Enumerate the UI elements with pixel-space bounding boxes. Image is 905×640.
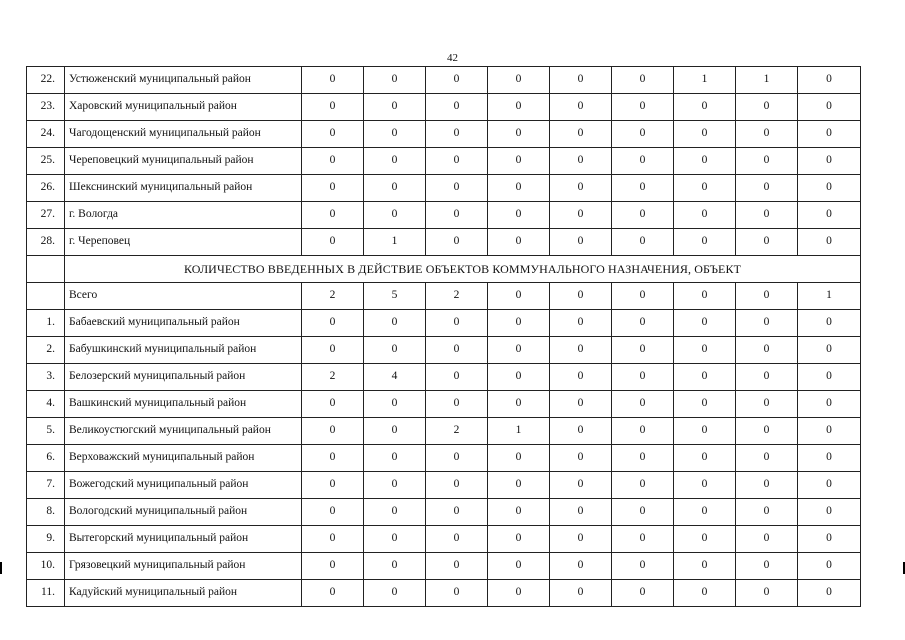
section-title-row — [27, 256, 861, 283]
value-cell: 0 — [364, 472, 426, 499]
value-cell: 0 — [736, 445, 798, 472]
row-number-cell: 4. — [27, 391, 65, 418]
value-cell: 0 — [488, 580, 550, 607]
value-cell: 0 — [488, 364, 550, 391]
value-cell: 0 — [612, 94, 674, 121]
row-number-cell: 22. — [27, 67, 65, 94]
value-cell: 0 — [550, 337, 612, 364]
table-row — [27, 499, 861, 526]
value-cell: 0 — [488, 94, 550, 121]
value-cell: 0 — [798, 526, 861, 553]
value-cell: 0 — [736, 229, 798, 256]
value-cell: 0 — [302, 175, 364, 202]
table-body — [27, 67, 861, 607]
district-name-cell: Чагодощенский муниципальный район — [65, 121, 302, 148]
page-number: 42 — [447, 52, 458, 64]
table-row — [27, 580, 861, 607]
value-cell: 0 — [550, 526, 612, 553]
value-cell: 0 — [798, 364, 861, 391]
value-cell: 0 — [798, 94, 861, 121]
value-cell: 1 — [736, 67, 798, 94]
district-name-cell: Кадуйский муниципальный район — [65, 580, 302, 607]
row-number-cell: 7. — [27, 472, 65, 499]
value-cell: 0 — [364, 553, 426, 580]
value-cell: 0 — [364, 391, 426, 418]
value-cell: 0 — [798, 472, 861, 499]
value-cell: 0 — [550, 229, 612, 256]
value-cell: 1 — [674, 67, 736, 94]
value-cell: 2 — [302, 364, 364, 391]
value-cell: 4 — [364, 364, 426, 391]
value-cell: 0 — [302, 202, 364, 229]
value-cell: 0 — [736, 526, 798, 553]
value-cell: 0 — [364, 310, 426, 337]
value-cell: 0 — [674, 310, 736, 337]
value-cell: 0 — [488, 472, 550, 499]
value-cell: 0 — [488, 175, 550, 202]
value-cell: 0 — [550, 121, 612, 148]
row-number-cell: 3. — [27, 364, 65, 391]
value-cell: 0 — [302, 580, 364, 607]
row-number-cell: 26. — [27, 175, 65, 202]
value-cell: 0 — [364, 337, 426, 364]
value-cell: 0 — [426, 310, 488, 337]
statistics-table — [26, 66, 861, 607]
value-cell: 0 — [736, 337, 798, 364]
value-cell: 0 — [426, 337, 488, 364]
value-cell: 0 — [736, 418, 798, 445]
value-cell: 0 — [612, 391, 674, 418]
row-number-cell: 9. — [27, 526, 65, 553]
district-name-cell: Устюженский муниципальный район — [65, 67, 302, 94]
district-name-cell: Всего — [65, 283, 302, 310]
value-cell: 0 — [674, 553, 736, 580]
table-row — [27, 526, 861, 553]
value-cell: 0 — [302, 391, 364, 418]
table-row — [27, 121, 861, 148]
value-cell: 0 — [736, 310, 798, 337]
row-number-cell: 25. — [27, 148, 65, 175]
section-title: КОЛИЧЕСТВО ВВЕДЕННЫХ В ДЕЙСТВИЕ ОБЪЕКТОВ КОММУНАЛЬНОГО НАЗНАЧЕНИЯ, ОБЪЕКТ — [65, 256, 861, 283]
value-cell: 2 — [426, 283, 488, 310]
value-cell: 0 — [488, 499, 550, 526]
value-cell: 0 — [550, 94, 612, 121]
value-cell: 0 — [302, 418, 364, 445]
value-cell: 0 — [550, 391, 612, 418]
value-cell: 0 — [674, 121, 736, 148]
value-cell: 0 — [798, 445, 861, 472]
row-number-cell: 23. — [27, 94, 65, 121]
value-cell: 0 — [426, 445, 488, 472]
district-name-cell: Верховажский муниципальный район — [65, 445, 302, 472]
district-name-cell: Череповецкий муниципальный район — [65, 148, 302, 175]
table-row — [27, 472, 861, 499]
district-name-cell: Харовский муниципальный район — [65, 94, 302, 121]
value-cell: 0 — [736, 175, 798, 202]
value-cell: 0 — [302, 472, 364, 499]
value-cell: 0 — [364, 202, 426, 229]
value-cell: 0 — [798, 418, 861, 445]
table-row — [27, 391, 861, 418]
value-cell: 0 — [612, 121, 674, 148]
value-cell: 0 — [736, 499, 798, 526]
row-number-cell: 1. — [27, 310, 65, 337]
value-cell: 0 — [364, 121, 426, 148]
value-cell: 0 — [550, 202, 612, 229]
row-number-cell: 28. — [27, 229, 65, 256]
value-cell: 0 — [798, 229, 861, 256]
row-number-cell: 2. — [27, 337, 65, 364]
value-cell: 0 — [674, 364, 736, 391]
value-cell: 0 — [364, 94, 426, 121]
value-cell: 0 — [612, 175, 674, 202]
value-cell: 0 — [674, 418, 736, 445]
value-cell: 0 — [426, 229, 488, 256]
value-cell: 0 — [488, 202, 550, 229]
district-name-cell: Шекснинский муниципальный район — [65, 175, 302, 202]
value-cell: 0 — [550, 175, 612, 202]
value-cell: 0 — [426, 499, 488, 526]
value-cell: 0 — [302, 148, 364, 175]
value-cell: 0 — [674, 526, 736, 553]
value-cell: 0 — [426, 472, 488, 499]
value-cell: 0 — [798, 553, 861, 580]
value-cell: 0 — [488, 337, 550, 364]
value-cell: 0 — [798, 337, 861, 364]
value-cell: 0 — [550, 148, 612, 175]
row-number-cell — [27, 283, 65, 310]
value-cell: 2 — [302, 283, 364, 310]
value-cell: 0 — [302, 499, 364, 526]
value-cell: 0 — [674, 580, 736, 607]
value-cell: 0 — [426, 94, 488, 121]
value-cell: 0 — [364, 526, 426, 553]
district-name-cell: г. Череповец — [65, 229, 302, 256]
value-cell: 0 — [798, 499, 861, 526]
table-row — [27, 553, 861, 580]
row-number-cell: 6. — [27, 445, 65, 472]
value-cell: 0 — [612, 580, 674, 607]
district-name-cell: Вытегорский муниципальный район — [65, 526, 302, 553]
value-cell: 0 — [426, 148, 488, 175]
district-name-cell: Бабушкинский муниципальный район — [65, 337, 302, 364]
value-cell: 1 — [798, 283, 861, 310]
value-cell: 0 — [674, 202, 736, 229]
district-name-cell: Вологодский муниципальный район — [65, 499, 302, 526]
value-cell: 0 — [426, 580, 488, 607]
value-cell: 0 — [302, 553, 364, 580]
value-cell: 0 — [364, 580, 426, 607]
value-cell: 0 — [426, 364, 488, 391]
value-cell: 0 — [798, 121, 861, 148]
value-cell: 0 — [302, 94, 364, 121]
value-cell: 0 — [550, 67, 612, 94]
value-cell: 0 — [674, 175, 736, 202]
value-cell: 0 — [302, 445, 364, 472]
value-cell: 0 — [302, 310, 364, 337]
value-cell: 0 — [426, 391, 488, 418]
table-row — [27, 445, 861, 472]
value-cell: 0 — [798, 148, 861, 175]
value-cell: 0 — [798, 175, 861, 202]
table-row — [27, 148, 861, 175]
value-cell: 0 — [550, 364, 612, 391]
value-cell: 0 — [612, 202, 674, 229]
value-cell: 0 — [488, 526, 550, 553]
value-cell: 0 — [426, 175, 488, 202]
value-cell: 0 — [674, 148, 736, 175]
row-number-cell: 24. — [27, 121, 65, 148]
district-name-cell: Вашкинский муниципальный район — [65, 391, 302, 418]
row-number-cell: 5. — [27, 418, 65, 445]
table-row — [27, 310, 861, 337]
district-name-cell: Белозерский муниципальный район — [65, 364, 302, 391]
value-cell: 0 — [736, 148, 798, 175]
left-margin-mark — [0, 562, 2, 574]
value-cell: 0 — [612, 310, 674, 337]
value-cell: 0 — [488, 445, 550, 472]
value-cell: 0 — [736, 580, 798, 607]
value-cell: 0 — [798, 391, 861, 418]
table-row — [27, 67, 861, 94]
row-number-cell: 10. — [27, 553, 65, 580]
value-cell: 0 — [426, 121, 488, 148]
value-cell: 0 — [798, 202, 861, 229]
value-cell: 0 — [550, 553, 612, 580]
district-name-cell: Великоустюгский муниципальный район — [65, 418, 302, 445]
district-name-cell: г. Вологда — [65, 202, 302, 229]
table-row — [27, 364, 861, 391]
value-cell: 0 — [674, 94, 736, 121]
value-cell: 0 — [302, 121, 364, 148]
value-cell: 0 — [426, 553, 488, 580]
total-row — [27, 283, 861, 310]
table-row — [27, 175, 861, 202]
value-cell: 0 — [302, 526, 364, 553]
value-cell: 0 — [488, 391, 550, 418]
value-cell: 0 — [364, 499, 426, 526]
value-cell: 0 — [798, 67, 861, 94]
value-cell: 0 — [674, 445, 736, 472]
value-cell: 0 — [736, 283, 798, 310]
section-blank-cell — [27, 256, 65, 283]
value-cell: 0 — [674, 391, 736, 418]
value-cell: 0 — [488, 121, 550, 148]
value-cell: 0 — [612, 418, 674, 445]
value-cell: 0 — [798, 310, 861, 337]
value-cell: 0 — [612, 337, 674, 364]
value-cell: 0 — [612, 229, 674, 256]
value-cell: 0 — [612, 499, 674, 526]
value-cell: 0 — [736, 364, 798, 391]
value-cell: 0 — [488, 148, 550, 175]
row-number-cell: 8. — [27, 499, 65, 526]
value-cell: 0 — [364, 418, 426, 445]
value-cell: 0 — [736, 391, 798, 418]
value-cell: 0 — [736, 553, 798, 580]
district-name-cell: Бабаевский муниципальный район — [65, 310, 302, 337]
value-cell: 0 — [550, 580, 612, 607]
table-row — [27, 418, 861, 445]
value-cell: 0 — [550, 283, 612, 310]
value-cell: 0 — [612, 67, 674, 94]
value-cell: 0 — [612, 364, 674, 391]
value-cell: 0 — [612, 526, 674, 553]
value-cell: 1 — [364, 229, 426, 256]
value-cell: 1 — [488, 418, 550, 445]
table-row — [27, 94, 861, 121]
value-cell: 0 — [674, 283, 736, 310]
value-cell: 2 — [426, 418, 488, 445]
value-cell: 0 — [364, 175, 426, 202]
value-cell: 0 — [736, 94, 798, 121]
value-cell: 0 — [302, 337, 364, 364]
row-number-cell: 11. — [27, 580, 65, 607]
value-cell: 0 — [674, 472, 736, 499]
value-cell: 0 — [426, 526, 488, 553]
value-cell: 0 — [674, 229, 736, 256]
value-cell: 0 — [302, 229, 364, 256]
value-cell: 0 — [612, 283, 674, 310]
value-cell: 0 — [550, 445, 612, 472]
value-cell: 0 — [612, 445, 674, 472]
table-row — [27, 229, 861, 256]
value-cell: 0 — [550, 418, 612, 445]
value-cell: 0 — [550, 310, 612, 337]
value-cell: 0 — [736, 202, 798, 229]
value-cell: 0 — [550, 499, 612, 526]
value-cell: 0 — [736, 121, 798, 148]
value-cell: 0 — [364, 67, 426, 94]
value-cell: 0 — [488, 67, 550, 94]
value-cell: 0 — [302, 67, 364, 94]
row-number-cell: 27. — [27, 202, 65, 229]
value-cell: 0 — [488, 310, 550, 337]
value-cell: 0 — [488, 283, 550, 310]
value-cell: 0 — [674, 499, 736, 526]
value-cell: 0 — [426, 202, 488, 229]
value-cell: 0 — [488, 229, 550, 256]
value-cell: 0 — [612, 553, 674, 580]
value-cell: 0 — [364, 445, 426, 472]
value-cell: 0 — [612, 472, 674, 499]
value-cell: 0 — [364, 148, 426, 175]
value-cell: 0 — [798, 580, 861, 607]
table-row — [27, 202, 861, 229]
district-name-cell: Грязовецкий муниципальный район — [65, 553, 302, 580]
district-name-cell: Вожегодский муниципальный район — [65, 472, 302, 499]
value-cell: 0 — [426, 67, 488, 94]
value-cell: 0 — [550, 472, 612, 499]
value-cell: 0 — [674, 337, 736, 364]
value-cell: 0 — [612, 148, 674, 175]
table-row — [27, 337, 861, 364]
value-cell: 0 — [488, 553, 550, 580]
value-cell: 5 — [364, 283, 426, 310]
value-cell: 0 — [736, 472, 798, 499]
